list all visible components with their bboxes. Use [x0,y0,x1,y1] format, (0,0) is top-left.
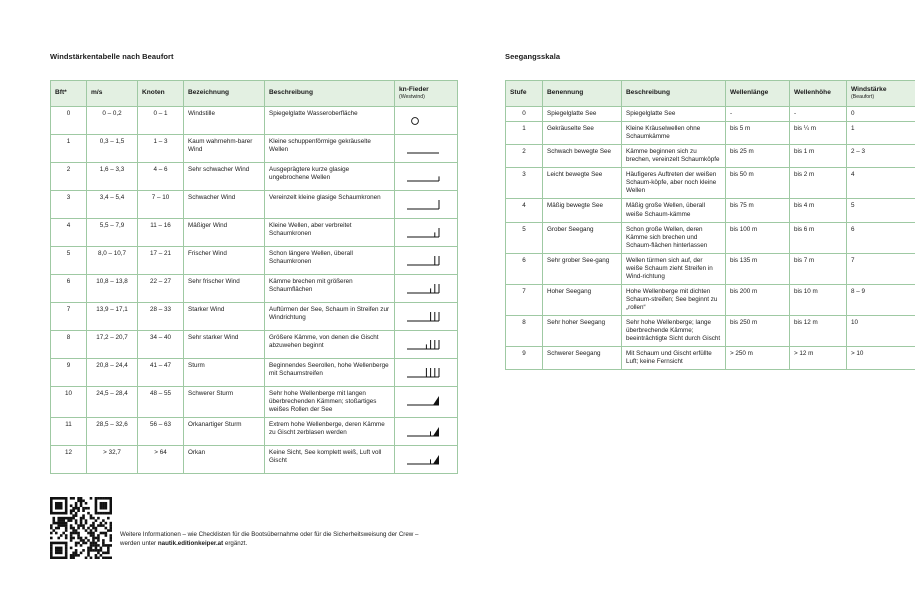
seegang-header-windstaerke-main: Windstärke [851,86,887,93]
table-row [506,253,915,284]
beaufort-table [50,80,458,474]
beaufort-cell-ms: 0,3 – 1,5 [87,135,138,163]
seegang-header-row [506,81,915,107]
seegang-cell-windstaerke: 2 – 3 [847,145,915,168]
beaufort-header-ms: m/s [87,81,138,107]
beaufort-cell-knoten: > 64 [138,446,184,474]
seegang-cell-wellenhoehe: bis 10 m [790,284,847,315]
beaufort-cell-kn-fieder [395,163,458,191]
seegang-cell-benennung: Hoher Seegang [543,284,622,315]
beaufort-cell-beschreibung: Spiegelglatte Wasseroberfläche [265,107,395,135]
seegang-header-stufe: Stufe [506,81,543,107]
seegang-section-title: Seegangsskala [505,52,561,61]
beaufort-cell-kn-fieder [395,387,458,418]
beaufort-cell-ms: 28,5 – 32,6 [87,418,138,446]
seegang-cell-beschreibung: Sehr hohe Wellenberge; lange überbrechende Kämme; beeinträchtigte Sicht durch Gischt [622,315,726,346]
beaufort-cell-bft: 12 [51,446,87,474]
seegang-cell-wellenlaenge: - [726,107,790,122]
seegang-header-wellenhoehe: Wellenhöhe [790,81,847,107]
beaufort-cell-knoten: 4 – 6 [138,163,184,191]
beaufort-cell-kn-fieder [395,275,458,303]
beaufort-cell-kn-fieder [395,247,458,275]
seegang-cell-beschreibung: Häufigeres Auftreten der weißen Schaum-köpfe, aber noch kleine Wellen [622,168,726,199]
beaufort-cell-knoten: 22 – 27 [138,275,184,303]
beaufort-header-row [51,81,458,107]
beaufort-section-title: Windstärkentabelle nach Beaufort [50,52,174,61]
seegang-cell-wellenlaenge: bis 200 m [726,284,790,315]
seegang-cell-stufe: 9 [506,347,543,370]
beaufort-cell-ms: 17,2 – 20,7 [87,331,138,359]
table-row [51,387,458,418]
seegang-cell-beschreibung: Spiegelglatte See [622,107,726,122]
seegang-cell-wellenlaenge: bis 25 m [726,145,790,168]
beaufort-cell-bft: 4 [51,219,87,247]
beaufort-header-kn-fieder-main: kn-Fieder [399,86,429,93]
seegang-cell-wellenhoehe: bis ¼ m [790,122,847,145]
seegang-cell-benennung: Schwerer Seegang [543,347,622,370]
beaufort-cell-bezeichnung: Kaum wahrnehm-barer Wind [184,135,265,163]
seegang-cell-stufe: 4 [506,199,543,222]
seegang-header-windstaerke-sub: (Beaufort) [851,94,875,101]
seegang-cell-wellenhoehe: bis 1 m [790,145,847,168]
beaufort-cell-knoten: 11 – 16 [138,219,184,247]
footer-note [120,531,420,549]
seegang-header-windstaerke [847,81,915,107]
seegang-cell-benennung: Spiegelglatte See [543,107,622,122]
beaufort-cell-beschreibung: Ausgeprägtere kurze glasige ungebrochene Wellen [265,163,395,191]
seegang-cell-windstaerke: 10 [847,315,915,346]
seegang-cell-wellenhoehe: bis 12 m [790,315,847,346]
seegang-cell-wellenhoehe: > 12 m [790,347,847,370]
beaufort-cell-ms: 24,5 – 28,4 [87,387,138,418]
footer-note-text-1: Weitere Informationen – wie Checklisten für die Bootsübernahme oder für die Sicherheitsweisung der Crew – werden unter [120,531,419,547]
beaufort-cell-ms: 5,5 – 7,9 [87,219,138,247]
seegang-cell-wellenlaenge: bis 100 m [726,222,790,253]
beaufort-cell-bezeichnung: Sturm [184,359,265,387]
seegang-header-benennung: Benennung [543,81,622,107]
beaufort-cell-bft: 8 [51,331,87,359]
beaufort-cell-bft: 10 [51,387,87,418]
beaufort-cell-ms: > 32,7 [87,446,138,474]
table-row [51,359,458,387]
beaufort-cell-bezeichnung: Orkan [184,446,265,474]
seegang-cell-wellenlaenge: bis 5 m [726,122,790,145]
beaufort-cell-bft: 9 [51,359,87,387]
seegang-cell-wellenhoehe: bis 2 m [790,168,847,199]
seegang-cell-windstaerke: 5 [847,199,915,222]
footer-note-link[interactable]: nautik.editionkeiper.at [157,539,224,547]
seegang-cell-stufe: 8 [506,315,543,346]
beaufort-cell-bezeichnung: Sehr starker Wind [184,331,265,359]
table-row [506,222,915,253]
beaufort-cell-knoten: 48 – 55 [138,387,184,418]
seegang-table-body [506,107,915,370]
seegang-cell-wellenlaenge: bis 50 m [726,168,790,199]
beaufort-cell-knoten: 34 – 40 [138,331,184,359]
seegang-cell-benennung: Mäßig bewegte See [543,199,622,222]
beaufort-cell-kn-fieder [395,191,458,219]
seegang-cell-benennung: Schwach bewegte See [543,145,622,168]
table-row [506,168,915,199]
seegang-cell-benennung: Leicht bewegte See [543,168,622,199]
footer-note-text-2: ergänzt. [223,539,248,547]
beaufort-cell-bezeichnung: Schwerer Sturm [184,387,265,418]
table-row [506,107,915,122]
seegang-cell-wellenhoehe: bis 4 m [790,199,847,222]
beaufort-cell-kn-fieder [395,135,458,163]
beaufort-cell-bft: 7 [51,303,87,331]
seegang-cell-wellenhoehe: bis 7 m [790,253,847,284]
beaufort-cell-beschreibung: Beginnendes Seerollen, hohe Wellenberge mit Schaumstreifen [265,359,395,387]
beaufort-cell-bezeichnung: Sehr schwacher Wind [184,163,265,191]
seegang-cell-windstaerke: 1 [847,122,915,145]
beaufort-cell-ms: 1,6 – 3,3 [87,163,138,191]
beaufort-cell-ms: 0 – 0,2 [87,107,138,135]
beaufort-header-bft: Bft* [51,81,87,107]
seegang-cell-windstaerke: > 10 [847,347,915,370]
table-row [51,135,458,163]
seegang-cell-wellenhoehe: bis 6 m [790,222,847,253]
seegang-table [505,80,915,370]
seegang-cell-windstaerke: 4 [847,168,915,199]
seegang-cell-windstaerke: 8 – 9 [847,284,915,315]
beaufort-cell-bezeichnung: Orkanartiger Sturm [184,418,265,446]
beaufort-cell-bezeichnung: Frischer Wind [184,247,265,275]
table-row [506,145,915,168]
table-row [51,247,458,275]
beaufort-table-body [51,107,458,474]
beaufort-cell-beschreibung: Keine Sicht, See komplett weiß, Luft voll Gischt [265,446,395,474]
beaufort-cell-beschreibung: Extrem hohe Wellenberge, deren Kämme zu Gischt zerblasen werden [265,418,395,446]
beaufort-cell-bft: 11 [51,418,87,446]
beaufort-cell-knoten: 56 – 63 [138,418,184,446]
beaufort-cell-knoten: 0 – 1 [138,107,184,135]
beaufort-cell-kn-fieder [395,107,458,135]
table-row [51,418,458,446]
beaufort-header-kn-fieder-sub: (Westwind) [399,94,425,101]
table-row [51,107,458,135]
seegang-cell-stufe: 1 [506,122,543,145]
beaufort-cell-beschreibung: Schon längere Wellen, überall Schaumkronen [265,247,395,275]
beaufort-cell-kn-fieder [395,303,458,331]
seegang-cell-stufe: 0 [506,107,543,122]
beaufort-cell-kn-fieder [395,446,458,474]
seegang-header-beschreibung: Beschreibung [622,81,726,107]
seegang-cell-stufe: 2 [506,145,543,168]
beaufort-cell-bft: 2 [51,163,87,191]
beaufort-header-bezeichnung: Bezeichnung [184,81,265,107]
seegang-cell-wellenlaenge: bis 75 m [726,199,790,222]
seegang-cell-windstaerke: 7 [847,253,915,284]
seegang-header-wellenlaenge: Wellenlänge [726,81,790,107]
beaufort-cell-knoten: 41 – 47 [138,359,184,387]
beaufort-cell-ms: 10,8 – 13,8 [87,275,138,303]
seegang-cell-stufe: 5 [506,222,543,253]
seegang-cell-beschreibung: Hohe Wellenberge mit dichten Schaum-streifen; See beginnt zu „rollen“ [622,284,726,315]
table-row [506,315,915,346]
beaufort-cell-bezeichnung: Sehr frischer Wind [184,275,265,303]
beaufort-cell-beschreibung: Kleine Wellen, aber verbreitet Schaumkronen [265,219,395,247]
seegang-cell-wellenhoehe: - [790,107,847,122]
beaufort-cell-ms: 20,8 – 24,4 [87,359,138,387]
seegang-cell-stufe: 3 [506,168,543,199]
beaufort-cell-bezeichnung: Windstille [184,107,265,135]
table-row [506,122,915,145]
qr-code-icon[interactable] [50,497,112,559]
beaufort-cell-beschreibung: Sehr hohe Wellenberge mit langen überbrechenden Kämmen; stoßartiges weißes Rollen der See [265,387,395,418]
beaufort-cell-bezeichnung: Schwacher Wind [184,191,265,219]
beaufort-cell-bft: 1 [51,135,87,163]
beaufort-header-knoten: Knoten [138,81,184,107]
seegang-cell-beschreibung: Kämme beginnen sich zu brechen, vereinzelt Schaumköpfe [622,145,726,168]
beaufort-cell-beschreibung: Vereinzelt kleine glasige Schaumkronen [265,191,395,219]
beaufort-header-kn-fieder [395,81,458,107]
table-row [51,275,458,303]
beaufort-header-beschreibung: Beschreibung [265,81,395,107]
table-row [51,219,458,247]
seegang-cell-windstaerke: 0 [847,107,915,122]
seegang-cell-benennung: Grober Seegang [543,222,622,253]
beaufort-cell-kn-fieder [395,331,458,359]
beaufort-cell-ms: 8,0 – 10,7 [87,247,138,275]
beaufort-cell-bft: 0 [51,107,87,135]
seegang-cell-beschreibung: Mäßig große Wellen, überall weiße Schaum-kämme [622,199,726,222]
seegang-cell-wellenlaenge: > 250 m [726,347,790,370]
table-row [51,163,458,191]
beaufort-cell-beschreibung: Größere Kämme, von denen die Gischt abzuwehen beginnt [265,331,395,359]
beaufort-cell-knoten: 28 – 33 [138,303,184,331]
table-row [51,331,458,359]
beaufort-cell-knoten: 17 – 21 [138,247,184,275]
beaufort-cell-beschreibung: Kämme brechen mit größeren Schaumflächen [265,275,395,303]
seegang-cell-beschreibung: Wellen türmen sich auf, der weiße Schaum zieht Streifen in Wind-richtung [622,253,726,284]
beaufort-cell-kn-fieder [395,359,458,387]
beaufort-cell-ms: 3,4 – 5,4 [87,191,138,219]
beaufort-cell-knoten: 7 – 10 [138,191,184,219]
beaufort-cell-bft: 3 [51,191,87,219]
beaufort-cell-beschreibung: Kleine schuppenförmige gekräuselte Wellen [265,135,395,163]
beaufort-cell-bft: 6 [51,275,87,303]
seegang-cell-wellenlaenge: bis 250 m [726,315,790,346]
beaufort-cell-ms: 13,9 – 17,1 [87,303,138,331]
table-row [51,446,458,474]
seegang-cell-benennung: Sehr grober See-gang [543,253,622,284]
table-row [506,199,915,222]
seegang-cell-benennung: Sehr hoher Seegang [543,315,622,346]
seegang-cell-stufe: 6 [506,253,543,284]
seegang-cell-windstaerke: 6 [847,222,915,253]
beaufort-cell-knoten: 1 – 3 [138,135,184,163]
table-row [506,284,915,315]
table-row [51,303,458,331]
beaufort-cell-bezeichnung: Mäßiger Wind [184,219,265,247]
seegang-cell-wellenlaenge: bis 135 m [726,253,790,284]
seegang-cell-beschreibung: Mit Schaum und Gischt erfüllte Luft; keine Fernsicht [622,347,726,370]
seegang-cell-benennung: Gekräuselte See [543,122,622,145]
seegang-cell-beschreibung: Kleine Kräuselwellen ohne Schaumkämme [622,122,726,145]
beaufort-cell-kn-fieder [395,418,458,446]
beaufort-cell-beschreibung: Auftürmen der See, Schaum in Streifen zur Windrichtung [265,303,395,331]
beaufort-cell-bft: 5 [51,247,87,275]
table-row [506,347,915,370]
beaufort-cell-kn-fieder [395,219,458,247]
beaufort-cell-bezeichnung: Starker Wind [184,303,265,331]
table-row [51,191,458,219]
seegang-cell-stufe: 7 [506,284,543,315]
seegang-cell-beschreibung: Schon große Wellen, deren Kämme sich brechen und Schaum-flächen hinterlassen [622,222,726,253]
